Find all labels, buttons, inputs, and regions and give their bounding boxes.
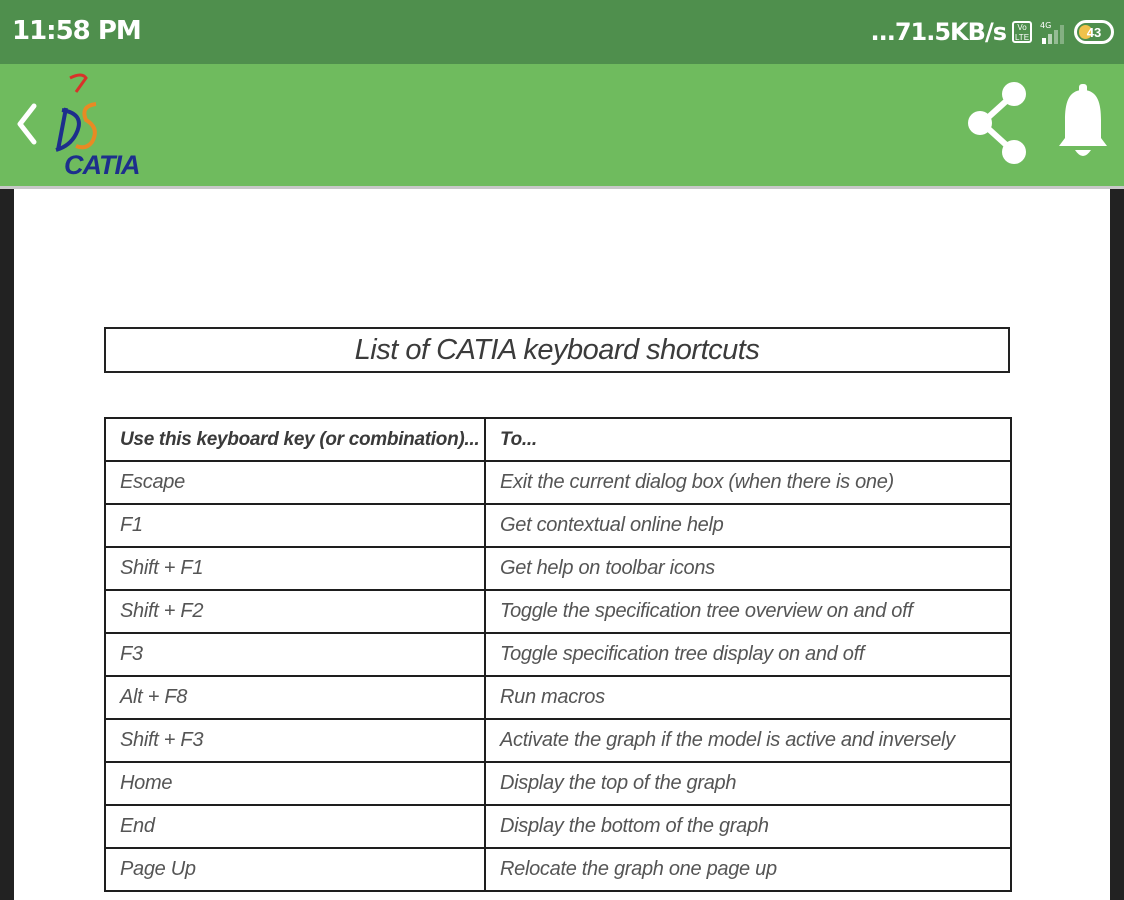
shortcut-action-cell: Toggle specification tree display on and off [485,633,1011,676]
shortcut-key-cell: Shift + F2 [105,590,485,633]
status-bar [0,0,1124,64]
shortcut-action-cell: Display the top of the graph [485,762,1011,805]
shortcut-key-cell: Home [105,762,485,805]
table-header-row [105,418,1011,461]
network-speed: ...71.5KB/s [870,18,1006,46]
shortcuts-table [104,417,1012,892]
status-indicators [870,14,1114,50]
shortcut-key-cell: F3 [105,633,485,676]
shortcut-action-cell: Toggle the specification tree overview on and off [485,590,1011,633]
share-button[interactable] [966,78,1030,168]
signal-icon [1038,19,1068,45]
app-bar [0,64,1124,189]
table-row [105,547,1011,590]
table-row [105,719,1011,762]
table-row [105,805,1011,848]
status-time: 11:58 PM [12,16,141,46]
network-type: 4G [1040,21,1052,30]
notifications-button[interactable] [1056,82,1110,164]
shortcut-action-cell: Run macros [485,676,1011,719]
shortcut-key-cell: Page Up [105,848,485,891]
shortcut-key-cell: F1 [105,504,485,547]
battery-icon [1074,20,1114,44]
back-button[interactable] [8,92,48,156]
header-action: To... [485,418,1011,461]
shortcut-action-cell: Activate the graph if the model is active and inversely [485,719,1011,762]
table-row [105,848,1011,891]
shortcut-key-cell: End [105,805,485,848]
table-row [105,504,1011,547]
document-title-box [104,327,1010,373]
shortcut-key-cell: Escape [105,461,485,504]
shortcut-action-cell: Get help on toolbar icons [485,547,1011,590]
table-row [105,461,1011,504]
shortcut-action-cell: Exit the current dialog box (when there is one) [485,461,1011,504]
shortcut-key-cell: Alt + F8 [105,676,485,719]
document-page[interactable] [14,189,1110,900]
shortcut-key-cell: Shift + F3 [105,719,485,762]
battery-level: 43 [1086,24,1102,40]
volte-icon: Vo LTE [1012,21,1032,43]
shortcut-action-cell: Display the bottom of the graph [485,805,1011,848]
document-title: List of CATIA keyboard shortcuts [354,333,760,366]
table-row [105,676,1011,719]
logo-text: CATIA [64,150,140,180]
catia-logo [48,68,138,180]
table-row [105,762,1011,805]
shortcut-action-cell: Relocate the graph one page up [485,848,1011,891]
table-row [105,633,1011,676]
header-key: Use this keyboard key (or combination)... [105,418,485,461]
bell-icon [1059,84,1107,156]
share-icon [968,82,1026,164]
table-row [105,590,1011,633]
shortcut-action-cell: Get contextual online help [485,504,1011,547]
chevron-left-icon [20,106,34,142]
shortcut-key-cell: Shift + F1 [105,547,485,590]
ds-logo-icon [48,68,138,158]
